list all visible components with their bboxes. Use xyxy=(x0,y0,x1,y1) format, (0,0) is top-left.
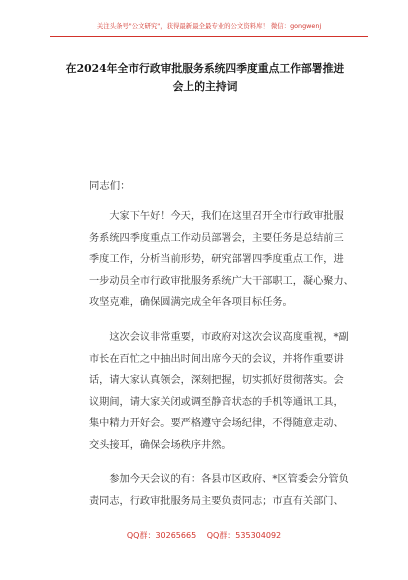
header-banner: 关注头条号"公文研究"，获得最新最全最专业的公文资料库！ 微信：gongwenj xyxy=(50,16,368,37)
qq-group-1: QQ群：30265665 xyxy=(126,531,197,540)
title-line: 在2024年全市行政审批服务系统四季度重点工作部署推进 xyxy=(65,62,345,75)
footer-qq xyxy=(0,530,408,541)
text-line: 这次会议非常重要，市政府对这次会议高度重视，*副 xyxy=(89,332,349,343)
paragraph-opening xyxy=(89,206,355,314)
text-line: 季度工作，分析当前形势，研究部署四季度重点工作，进 xyxy=(89,254,344,265)
text-line: 责同志，行政审批服务局主要负责同志；市直有关部门、 xyxy=(89,495,344,507)
text-line: 议期间，请大家关闭或调至静音状态的手机等通讯工具， xyxy=(89,396,344,408)
paragraph-attendees xyxy=(89,469,355,512)
text-line: 一步动员全市行政审批服务系统广大干部职工，凝心聚力、 xyxy=(89,275,354,287)
text-line: 市长在百忙之中抽出时间出席今天的会议，并将作重要讲 xyxy=(89,353,344,365)
text-line: 参加今天会议的有：各县市区政府、*区管委会分管负 xyxy=(89,474,349,485)
text-line: 交头接耳，确保会场秩序井然。 xyxy=(89,439,232,451)
text-line: 集中精力开好会。要严格遵守会场纪律，不得随意走动、 xyxy=(89,418,344,429)
document-title xyxy=(40,60,370,96)
text-line: 话，请大家认真领会，深刻把握，切实抓好贯彻落实。会 xyxy=(89,375,344,386)
title-line: 会上的主持词 xyxy=(172,80,238,93)
qq-group-2: QQ群：535304092 xyxy=(206,531,282,540)
paragraph-importance xyxy=(89,327,355,456)
greeting: 同志们： xyxy=(89,180,131,192)
text-line: 攻坚克难，确保圆满完成全年各项目标任务。 xyxy=(89,297,293,308)
text-line: 大家下午好！今天，我们在这里召开全市行政审批服 xyxy=(89,211,344,222)
text-line: 务系统四季度重点工作动员部署会，主要任务是总结前三 xyxy=(89,232,344,244)
